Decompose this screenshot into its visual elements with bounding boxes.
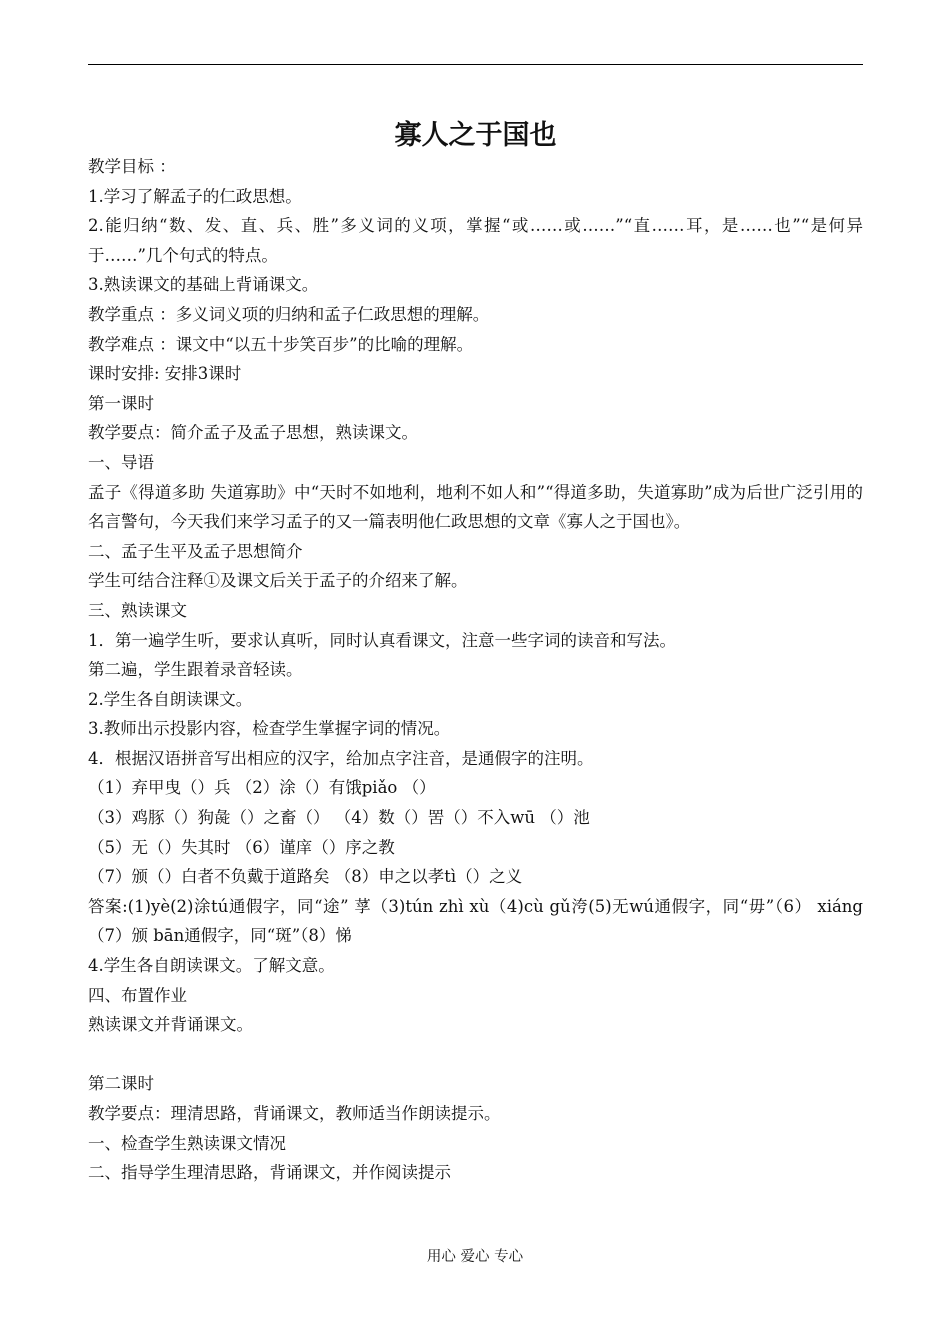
blank-line bbox=[88, 1040, 863, 1070]
page-footer: 用心 爱心 专心 bbox=[426, 1249, 524, 1265]
body-line: 教学目标 ： bbox=[88, 157, 176, 176]
body-line: 2.学生各自朗读课文。 bbox=[88, 689, 253, 709]
header-rule bbox=[88, 64, 863, 65]
body-line: 一、检查学生熟读课文情况 bbox=[88, 1133, 286, 1153]
body-line: （1）弃甲曳（）兵 （2）涂（）有饿piǎo （） bbox=[88, 778, 436, 798]
body-paragraph: 答案:(1)yè(2)涂tú通假字，同“途” 莩（3)tún zhì xù（4)cù gǔ洿(5)无wú通假字，同“毋”（6） xiáng（7）颁 bān通假字，同“斑”（8）悌 bbox=[88, 896, 863, 946]
body-line: 第一课时 bbox=[88, 393, 154, 413]
body-line: 教学难点 ：课文中“以五十步笑百步”的比喻的理解。 bbox=[88, 334, 474, 354]
body-line: 3.熟读课文的基础上背诵课文。 bbox=[88, 275, 319, 295]
body-paragraph: 2.能归纳“数、发、直、兵、胜”多义词的义项，掌握“或……或……”“直……耳，是……也”“是何异于……”几个句式的特点。 bbox=[88, 216, 863, 265]
body-line: 三、熟读课文 bbox=[88, 600, 187, 620]
body-line: 熟读课文并背诵课文。 bbox=[88, 1015, 253, 1035]
body-line: 3.教师出示投影内容，检查学生掌握字词的情况。 bbox=[88, 719, 451, 739]
body-line: 1．第一遍学生听，要求认真听，同时认真看课文，注意一些字词的读音和写法。 bbox=[88, 630, 676, 650]
body-line: 学生可结合注释①及课文后关于孟子的介绍来了解。 bbox=[88, 571, 468, 591]
body-line: 1.学习了解孟子的仁政思想。 bbox=[88, 186, 302, 206]
body-line: （5）无（）失其时 （6）谨庠（）序之教 bbox=[88, 837, 395, 857]
body-line: 4．根据汉语拼音写出相应的汉字，给加点字注音，是通假字的注明。 bbox=[88, 748, 594, 768]
body-line: 课时安排: 安排3课时 bbox=[88, 364, 242, 384]
body-line: 教学要点：理清思路，背诵课文，教师适当作朗读提示。 bbox=[88, 1104, 501, 1123]
body-line: 4.学生各自朗读课文。了解文意。 bbox=[88, 956, 335, 976]
body-line: 第二课时 bbox=[88, 1074, 154, 1094]
body-line: 第二遍，学生跟着录音轻读。 bbox=[88, 660, 303, 680]
body-line: 四、布置作业 bbox=[88, 985, 187, 1005]
document-title: 寡人之于国也 bbox=[394, 120, 557, 151]
body-line: 教学重点 ：多义词义项的归纳和孟子仁政思想的理解。 bbox=[88, 304, 490, 324]
body-line: 二、孟子生平及孟子思想简介 bbox=[88, 541, 303, 561]
body-line: 二、指导学生理清思路，背诵课文，并作阅读提示 bbox=[88, 1163, 451, 1183]
body-line: （7）颁（）白者不负戴于道路矣 （8）申之以孝tì（）之义 bbox=[88, 867, 523, 887]
body-line: 一、导语 bbox=[88, 452, 154, 472]
body-line: （3）鸡豚（）狗彘（）之畜（） （4）数（）罟（）不入wū （）池 bbox=[88, 808, 590, 828]
body-paragraph: 孟子《得道多助 失道寡助》中“天时不如地利，地利不如人和”“得道多助，失道寡助”成为后世广泛引用的名言警句，今天我们来学习孟子的又一篇表明他仁政思想的文章《寡人之于国也》。 bbox=[88, 482, 863, 532]
body-line: 教学要点：简介孟子及孟子思想，熟读课文。 bbox=[88, 423, 418, 443]
document-body bbox=[88, 152, 863, 1188]
